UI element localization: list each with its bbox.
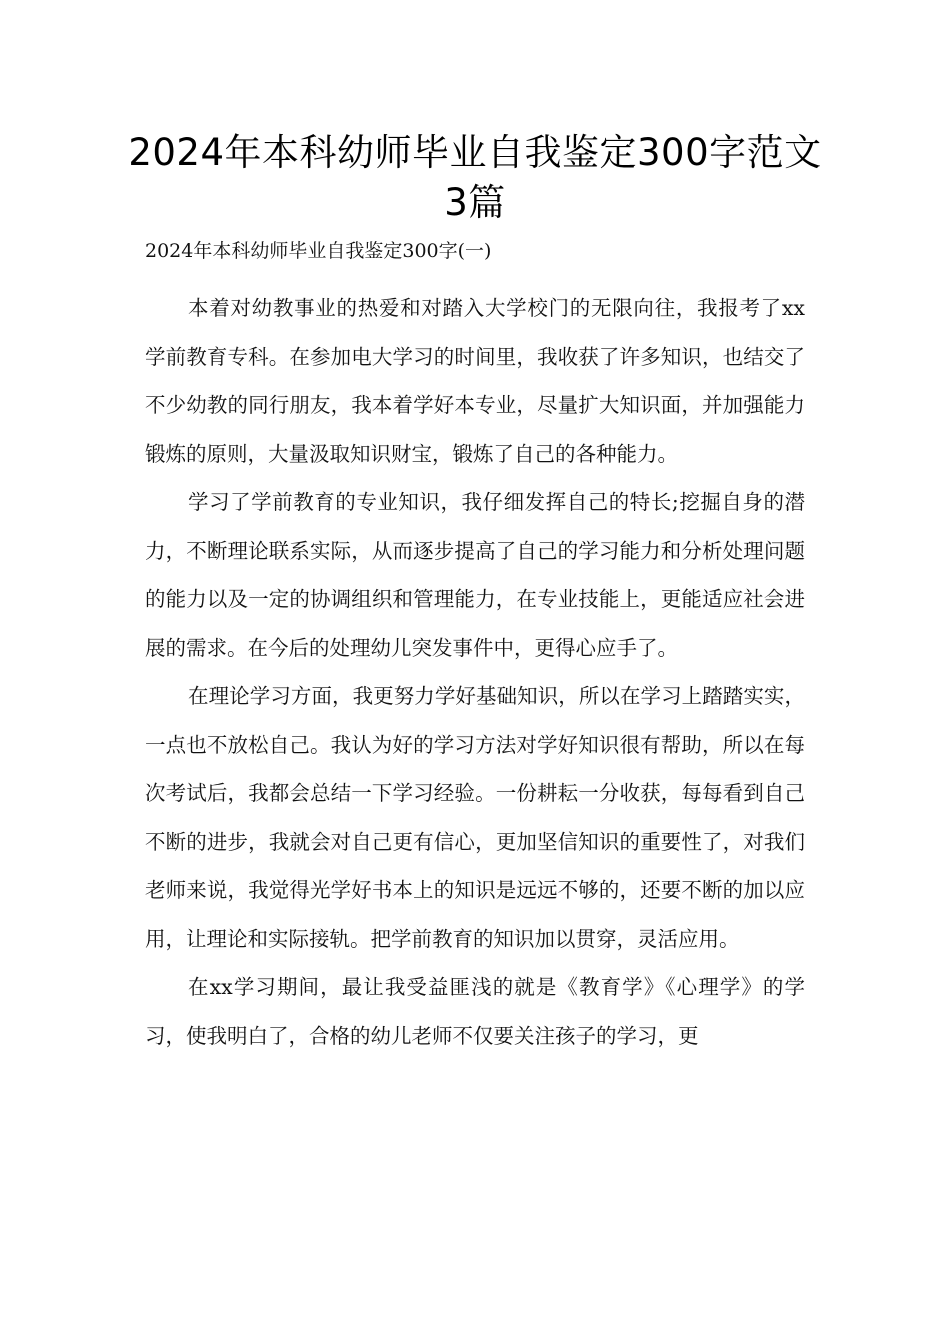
section-heading: 2024年本科幼师毕业自我鉴定300字(一) <box>145 240 492 262</box>
paragraph: 本着对幼教事业的热爱和对踏入大学校门的无限向往，我报考了xx学前教育专科。在参加电大学习的时间里，我收获了许多知识，也结交了不少幼教的同行朋友，我本着学好本专业，尽量扩大知识面，并加强能力锻炼的原则，大量汲取知识财宝，锻炼了自己的各种能力。 <box>145 296 805 466</box>
document-title: 2024年本科幼师毕业自我鉴定300字范文3篇 <box>128 131 822 224</box>
paragraph: 在xx学习期间，最让我受益匪浅的就是《教育学》《心理学》的学习，使我明白了，合格的幼儿老师不仅要关注孩子的学习，更 <box>145 975 805 1048</box>
document-body <box>145 284 805 1060</box>
paragraph: 学习了学前教育的专业知识，我仔细发挥自己的特长;挖掘自身的潜力，不断理论联系实际，从而逐步提高了自己的学习能力和分析处理问题的能力以及一定的协调组织和管理能力，在专业技能上，更能适应社会进展的需求。在今后的处理幼儿突发事件中，更得心应手了。 <box>145 490 805 660</box>
paragraph: 在理论学习方面，我更努力学好基础知识，所以在学习上踏踏实实，一点也不放松自己。我认为好的学习方法对学好知识很有帮助，所以在每次考试后，我都会总结一下学习经验。一份耕耘一分收获，每每看到自己不断的进步，我就会对自己更有信心，更加坚信知识的重要性了，对我们老师来说，我觉得光学好书本上的知识是远远不够的，还要不断的加以应用，让理论和实际接轨。把学前教育的知识加以贯穿，灵活应用。 <box>145 684 805 951</box>
